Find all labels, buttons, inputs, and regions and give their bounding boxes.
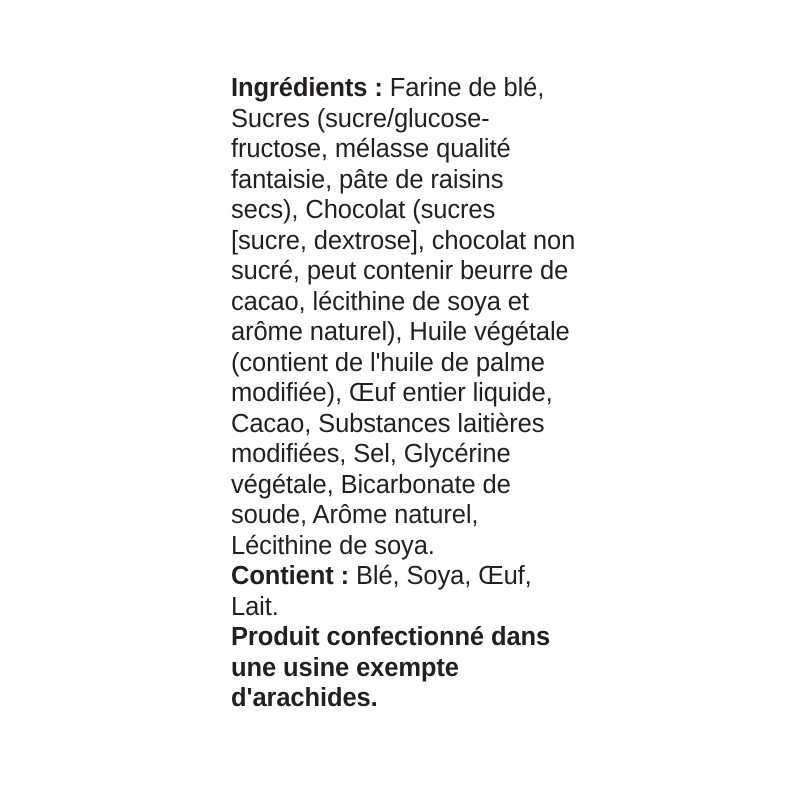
ingredients-paragraph (231, 73, 576, 561)
contains-paragraph (231, 561, 576, 622)
contains-heading: Contient : (231, 562, 349, 590)
ingredients-heading: Ingrédients : (231, 74, 383, 102)
ingredients-list: Farine de blé, Sucres (sucre/glucose-fructose, mélasse qualité fantaisie, pâte de raisins secs), Chocolat (sucres [sucre, dextrose], chocolat non sucré, peut contenir beurre de cacao, lécithine de soya et arôme naturel), Huile végétale (contient de l'huile de palme modifiée), Œuf entier liquide, Cacao, Substances laitières modifiées, Sel, Glycérine végétale, Bicarbonate de soude, Arôme naturel, Lécithine de soya. (231, 74, 576, 560)
facility-statement: Produit confectionné dans une usine exempte d'arachides. (231, 623, 551, 712)
ingredient-label (231, 73, 576, 714)
allergen-list: Blé, Soya, Œuf, Lait. (231, 562, 532, 621)
